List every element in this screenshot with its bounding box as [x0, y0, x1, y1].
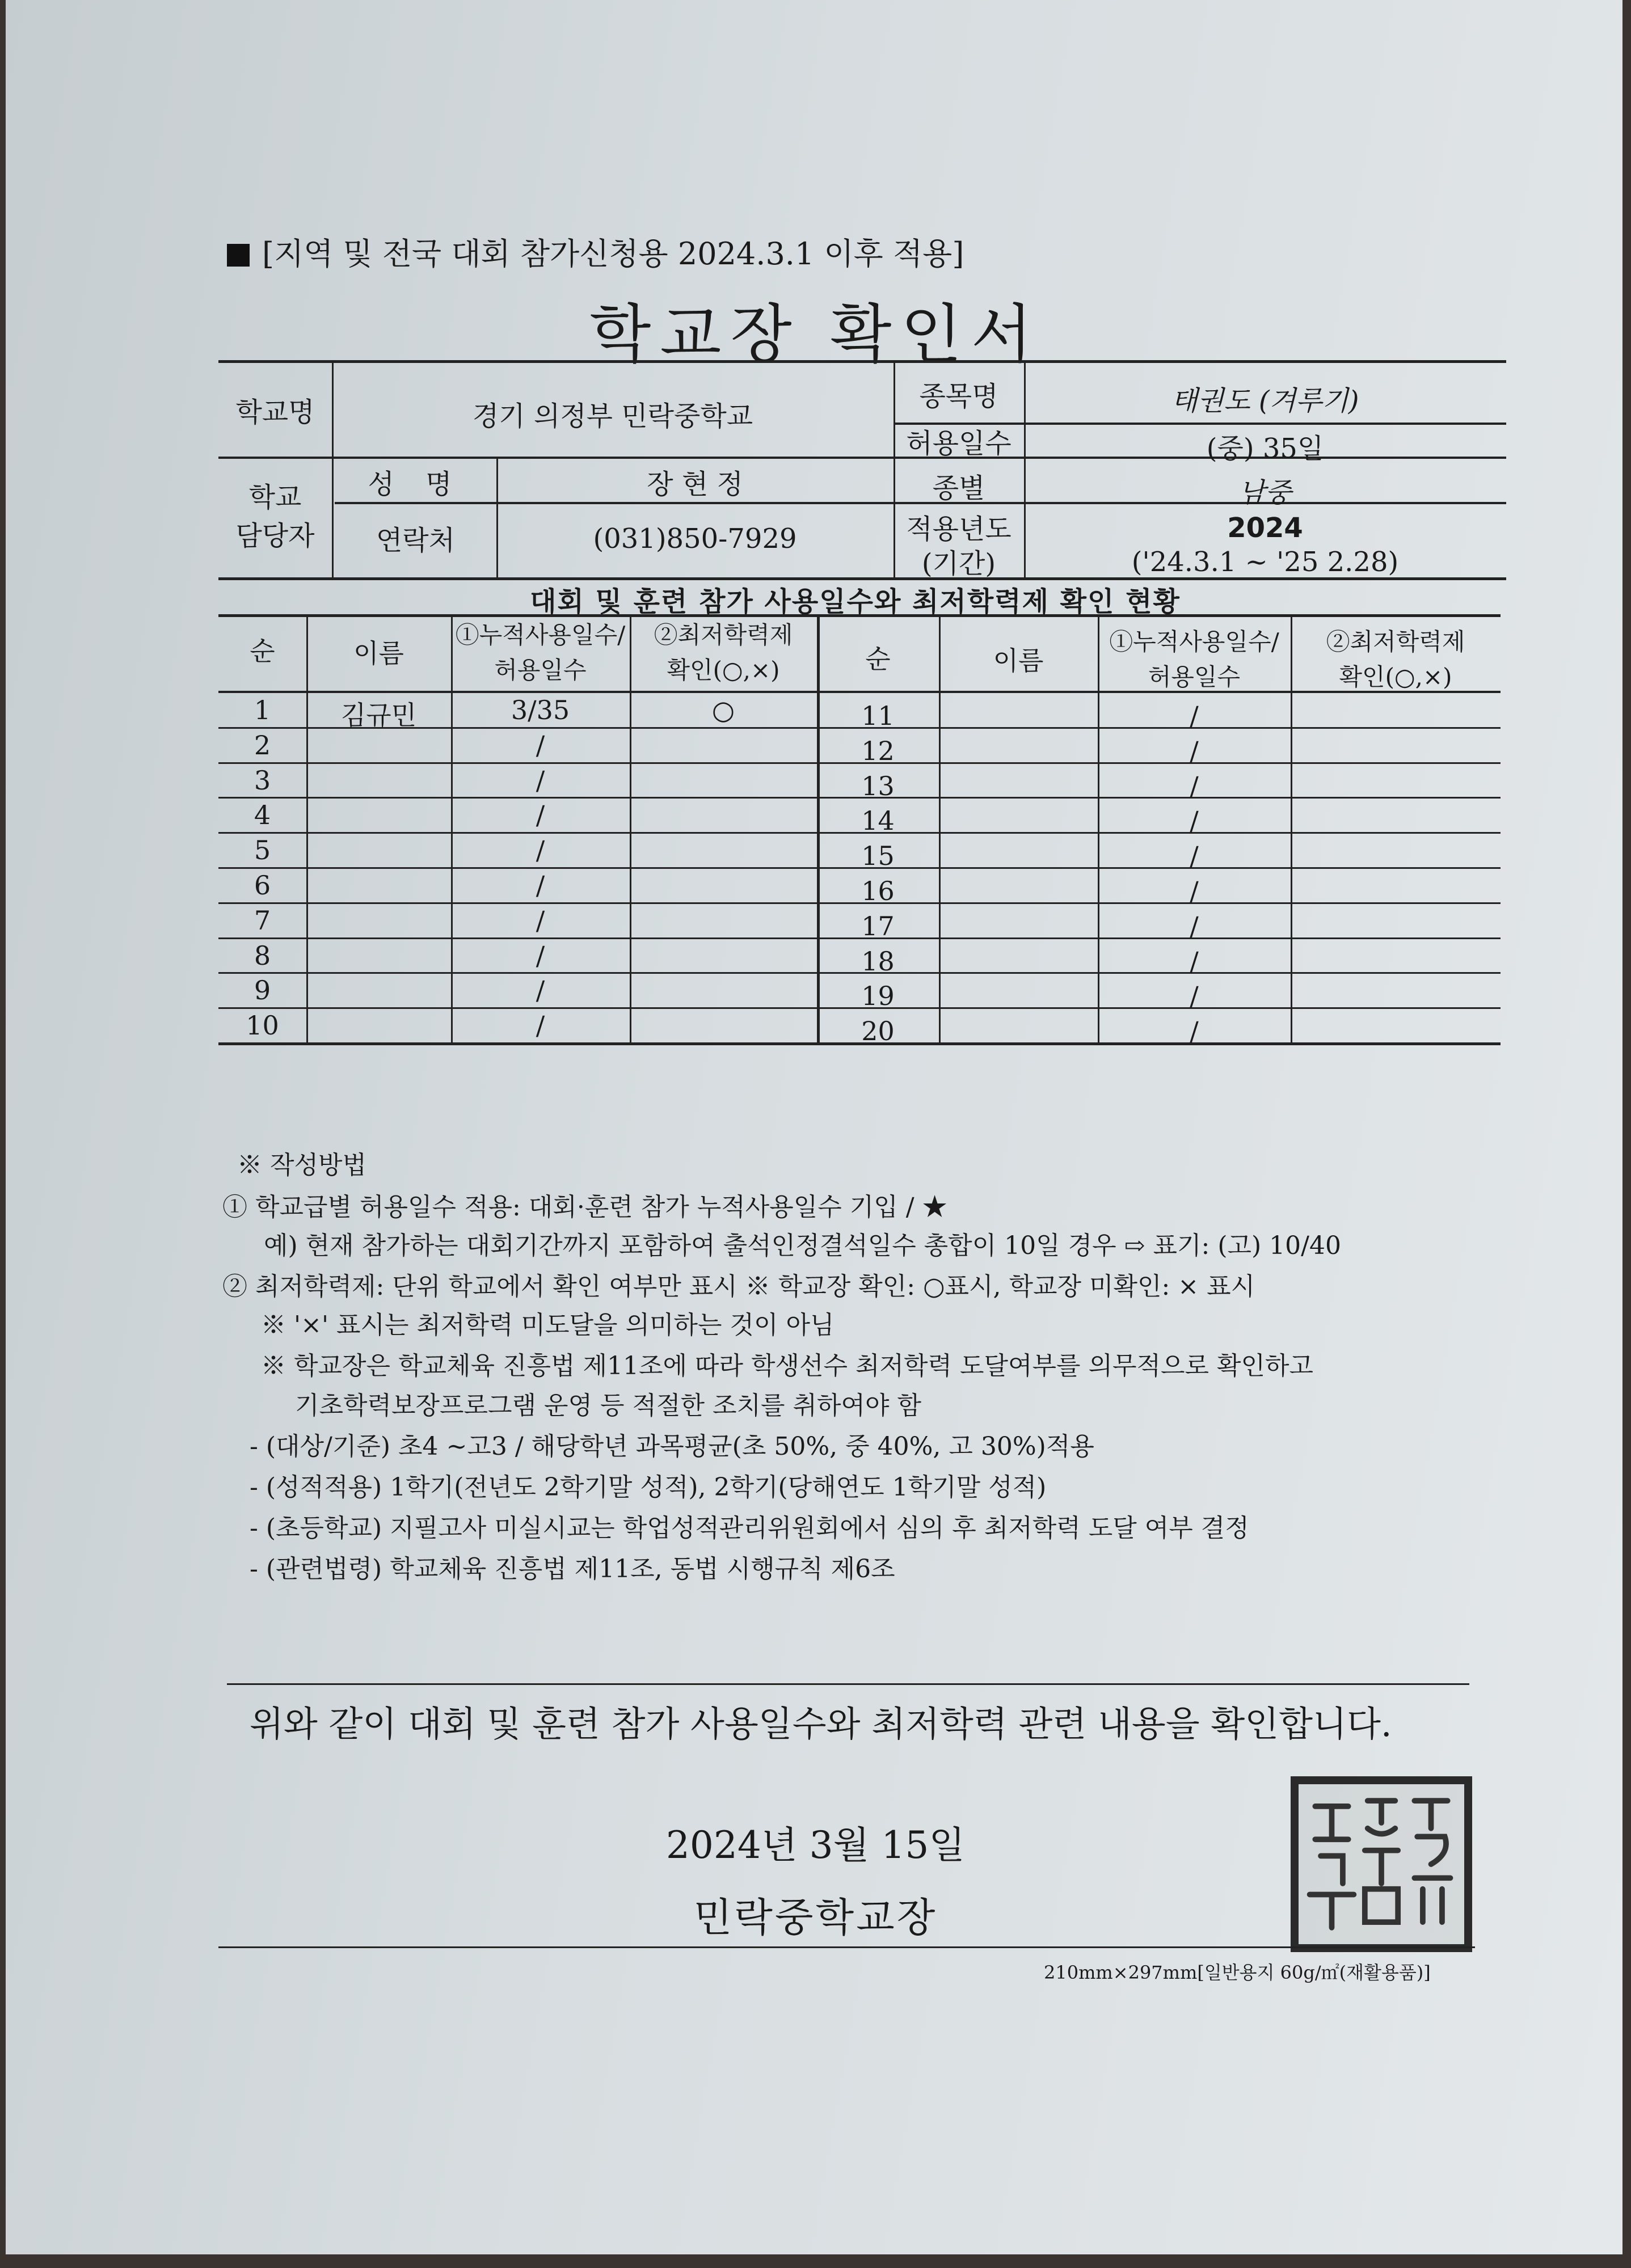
form-usage-note	[227, 230, 964, 273]
row-days: /	[536, 730, 545, 761]
school-name-value: 경기 의정부 민락중학교	[472, 400, 753, 432]
instruction-line-3: ② 최저학력제: 단위 학교에서 확인 여부만 표시 ※ 학교장 확인: ○표시, 학교장 미확인: × 표시	[222, 1272, 1255, 1301]
instruction-line-10: - (관련법령) 학교체육 진흥법 제11조, 동법 시행규칙 제6조	[250, 1555, 895, 1583]
contact-label: 연락처	[376, 525, 456, 556]
school-name-label: 학교명	[235, 396, 315, 428]
row-seq: 18	[861, 946, 895, 977]
header-check-left-line1: ②최저학력제	[654, 621, 793, 649]
allowed-days-label: 허용일수	[906, 428, 1012, 459]
row-seq: 9	[254, 975, 271, 1006]
row-days: /	[536, 1010, 545, 1041]
instruction-line-5: ※ 학교장은 학교체육 진흥법 제11조에 따라 학생선수 최저학력 도달여부를 의무적으로 확인하고	[261, 1351, 1313, 1380]
header-check-right-line2: 확인(○,×)	[1339, 663, 1452, 691]
principal-seal	[1291, 1776, 1472, 1952]
instruction-line-9: - (초등학교) 지필고사 미실시교는 학업성적관리위원회에서 심의 후 최저학력 도달 여부 결정	[250, 1514, 1249, 1543]
header-days-left-line1: ①누적사용일수/	[455, 621, 626, 649]
paper-spec-note: 210mm×297mm[일반용지 60g/㎡(재활용품)]	[1044, 1962, 1431, 1983]
manager-label-line2: 담당자	[235, 520, 315, 552]
instruction-line-4: ※ '×' 표시는 최저학력 미도달을 의미하는 것이 아님	[261, 1311, 835, 1340]
year-value: 2024	[1227, 512, 1303, 544]
row-seq: 11	[861, 700, 895, 731]
manager-label-line1: 학교	[248, 482, 302, 513]
instruction-line-6: 기초학력보장프로그램 운영 등 적절한 조치를 취하여야 함	[295, 1391, 922, 1420]
row-seq: 13	[861, 771, 895, 801]
header-check-left-line2: 확인(○,×)	[667, 656, 780, 684]
row-days: /	[1190, 805, 1199, 836]
row-seq: 17	[861, 911, 895, 941]
row-seq: 7	[254, 905, 271, 936]
contact-value: (031)850-7929	[593, 523, 797, 555]
row-seq: 15	[861, 841, 895, 871]
row-seq: 19	[861, 981, 895, 1011]
year-label-line1: 적용년도	[906, 513, 1012, 545]
instruction-line-7: - (대상/기준) 초4 ~고3 / 해당학년 과목평균(초 50%, 중 40%, 고 30%)적용	[250, 1432, 1094, 1461]
row-seq: 20	[861, 1016, 895, 1046]
row-days: /	[536, 835, 545, 865]
name-value: 장 현 정	[647, 468, 743, 500]
black-square-icon	[227, 244, 250, 267]
participation-table-title: 대회 및 훈련 참가 사용일수와 최저학력제 확인 현황	[530, 586, 1181, 618]
signer-name: 민락중학교장	[693, 1894, 938, 1941]
category-value: 남중	[1238, 477, 1292, 509]
row-days: /	[536, 975, 545, 1006]
period-value: ('24.3.1 ~ '25 2.28)	[1131, 546, 1399, 578]
row-days: /	[1190, 911, 1199, 941]
row-seq: 1	[254, 695, 271, 725]
row-seq: 14	[861, 805, 895, 836]
confirmation-date: 2024년 3월 15일	[665, 1823, 966, 1867]
header-seq-right: 순	[865, 644, 891, 674]
header-check-right-line1: ②최저학력제	[1326, 628, 1465, 656]
instructions-heading: ※ 작성방법	[237, 1151, 367, 1180]
year-label-line2: (기간)	[921, 548, 996, 580]
row-seq: 16	[861, 876, 895, 906]
allowed-days-value: (중) 35일	[1206, 433, 1324, 464]
row-days: /	[536, 870, 545, 901]
row-days: /	[1190, 736, 1199, 766]
row-seq: 10	[246, 1010, 279, 1041]
row-seq: 4	[254, 800, 271, 830]
confirmation-top-rule	[227, 1683, 1469, 1685]
row-days: /	[1190, 946, 1199, 977]
header-name-right: 이름	[993, 645, 1044, 676]
row-days: /	[1190, 1016, 1199, 1046]
confirmation-text: 위와 같이 대회 및 훈련 참가 사용일수와 최저학력 관련 내용을 확인합니다.	[250, 1703, 1392, 1745]
row-seq: 3	[254, 765, 271, 796]
row-check: ○	[711, 695, 735, 725]
category-label: 종별	[932, 472, 985, 504]
header-days-right-line2: 허용일수	[1148, 663, 1241, 691]
name-label: 성 명	[368, 468, 463, 500]
instruction-line-8: - (성적적용) 1학기(전년도 2학기말 성적), 2학기(당해연도 1학기말 성적)	[250, 1473, 1047, 1502]
row-days: /	[536, 800, 545, 830]
row-days: /	[536, 765, 545, 796]
document-title: 학교장 확인서	[589, 298, 1042, 371]
header-days-left-line2: 허용일수	[494, 656, 587, 684]
row-days: /	[1190, 771, 1199, 801]
form-usage-note-text: [지역 및 전국 대회 참가신청용 2024.3.1 이후 적용]	[262, 236, 964, 272]
row-seq: 12	[861, 736, 895, 766]
event-label: 종목명	[919, 381, 998, 412]
row-seq: 2	[254, 730, 271, 761]
row-seq: 8	[254, 940, 271, 971]
row-seq: 6	[254, 870, 271, 901]
header-name-left: 이름	[353, 638, 404, 669]
row-days: /	[536, 940, 545, 971]
row-days: 3/35	[511, 695, 570, 725]
row-days: /	[1190, 841, 1199, 871]
row-seq: 5	[254, 835, 271, 865]
event-value: 태권도 (겨루기)	[1171, 385, 1359, 417]
row-days: /	[1190, 981, 1199, 1011]
instruction-line-2: 예) 현재 참가하는 대회기간까지 포함하여 출석인정결석일수 총합이 10일 경우 ⇨ 표기: (고) 10/40	[264, 1231, 1341, 1260]
header-days-right-line1: ①누적사용일수/	[1109, 628, 1279, 656]
row-name: 김규민	[340, 700, 417, 730]
header-seq-left: 순	[250, 636, 275, 666]
row-days: /	[1190, 700, 1199, 731]
instruction-line-1: ① 학교급별 허용일수 적용: 대회·훈련 참가 누적사용일수 기입 / ★	[222, 1193, 947, 1222]
row-days: /	[536, 905, 545, 936]
signature-bottom-rule	[218, 1946, 1475, 1948]
row-days: /	[1190, 876, 1199, 906]
